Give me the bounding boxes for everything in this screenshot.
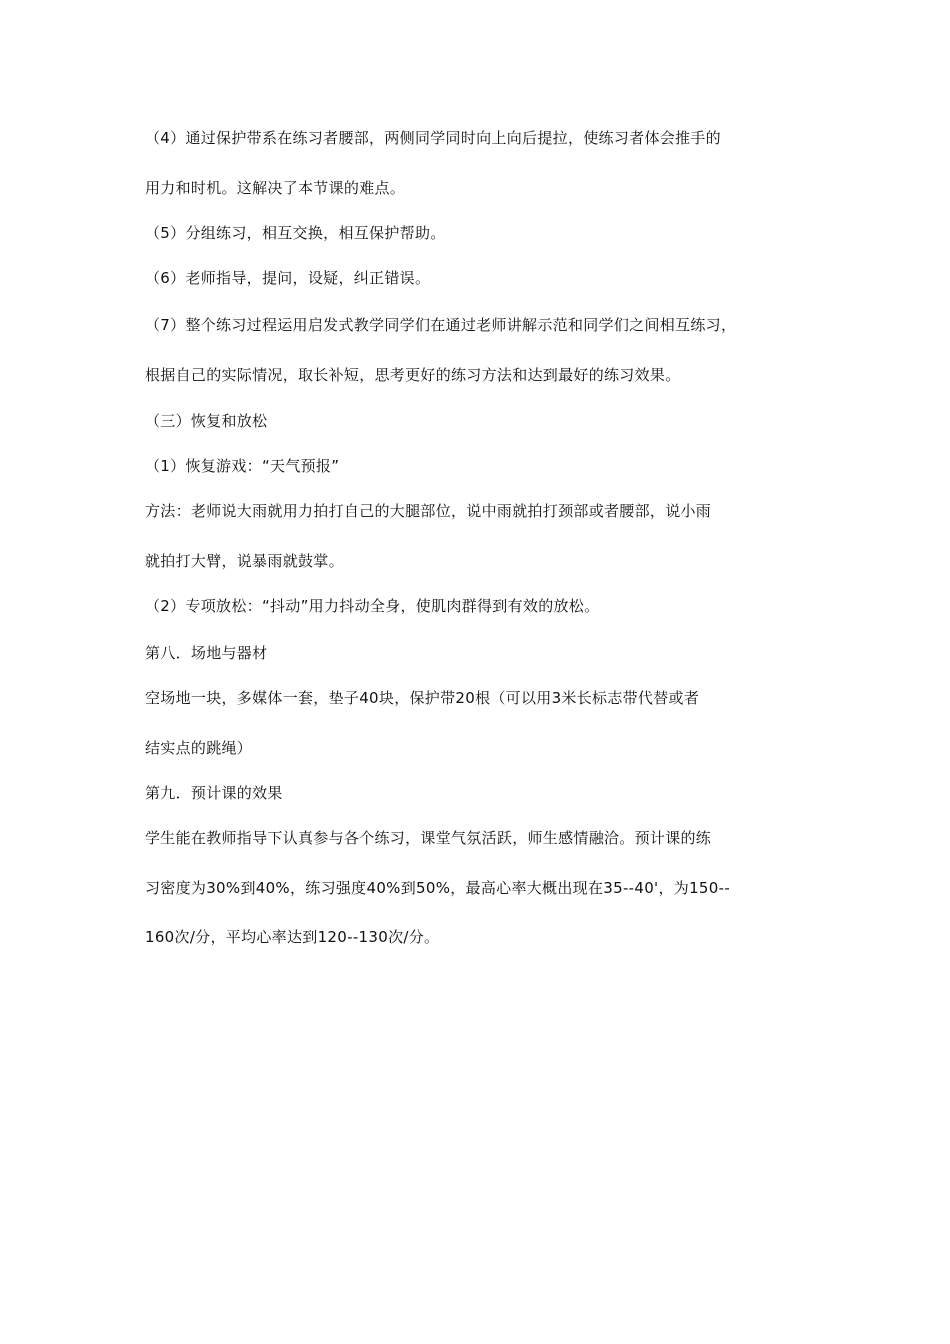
section-heading: （三）恢复和放松 — [145, 412, 268, 430]
text-line: 学生能在教师指导下认真参与各个练习，课堂气氛活跃，师生感情融洽。预计课的练 — [145, 829, 712, 847]
text-line: （7）整个练习过程运用启发式教学同学们在通过老师讲解示范和同学们之间相互练习， — [145, 316, 737, 334]
text-line: （6）老师指导，提问，设疑，纠正错误。 — [145, 269, 431, 287]
text-line: 空场地一块，多媒体一套，垫子40块，保护带20根（可以用3米长标志带代替或者 — [145, 689, 700, 707]
text-line: 用力和时机。这解决了本节课的难点。 — [145, 179, 406, 197]
text-line: （1）恢复游戏：“天气预报” — [145, 457, 340, 475]
section-heading: 第八．场地与器材 — [145, 644, 268, 662]
section-heading: 第九．预计课的效果 — [145, 784, 283, 802]
text-line: 160次/分，平均心率达到120--130次/分。 — [145, 928, 440, 946]
text-line: 方法：老师说大雨就用力拍打自己的大腿部位，说中雨就拍打颈部或者腰部，说小雨 — [145, 502, 712, 520]
text-line: （5）分组练习，相互交换，相互保护帮助。 — [145, 224, 446, 242]
text-line: 就拍打大臂，说暴雨就鼓掌。 — [145, 552, 344, 570]
text-line: （2）专项放松：“抖动”用力抖动全身，使肌肉群得到有效的放松。 — [145, 597, 600, 615]
text-line: （4）通过保护带系在练习者腰部，两侧同学同时向上向后提拉，使练习者体会推手的 — [145, 129, 721, 147]
text-line: 结实点的跳绳） — [145, 739, 253, 757]
text-line: 习密度为30%到40%，练习强度40%到50%，最高心率大概出现在35--40'，为150-- — [145, 879, 731, 897]
text-line: 根据自己的实际情况，取长补短，思考更好的练习方法和达到最好的练习效果。 — [145, 366, 681, 384]
